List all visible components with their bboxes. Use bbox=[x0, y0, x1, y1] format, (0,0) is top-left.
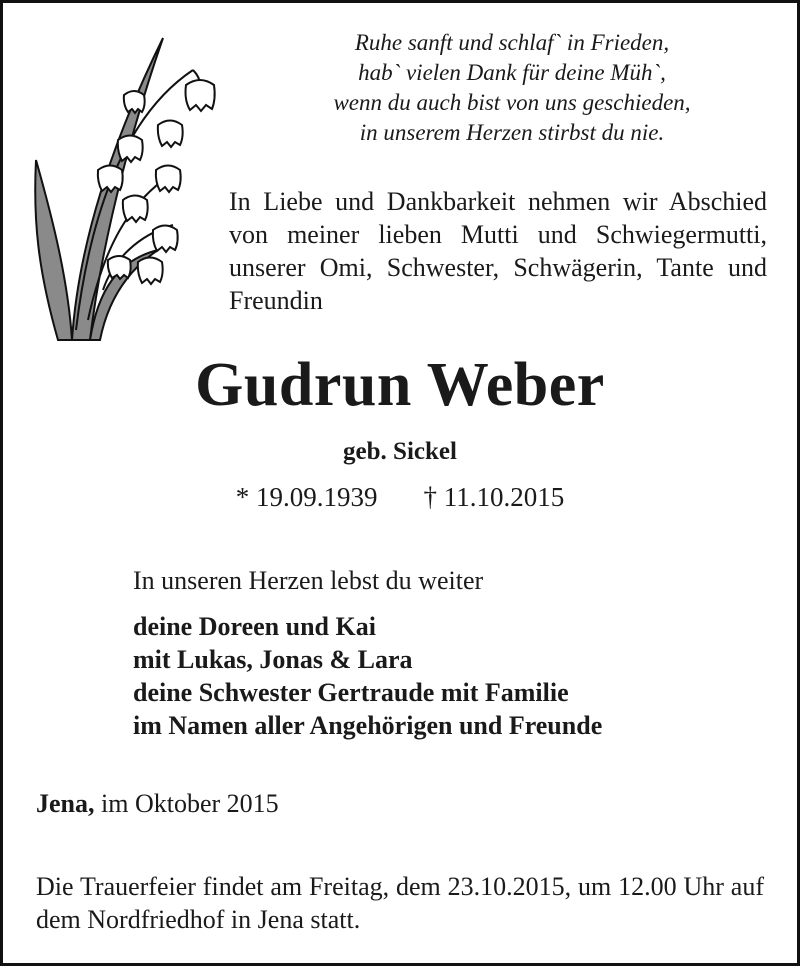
poem-line: in unserem Herzen stirbst du nie. bbox=[359, 120, 665, 145]
mourners-list bbox=[133, 610, 602, 742]
lily-of-the-valley-icon bbox=[28, 30, 228, 350]
intro-text: In Liebe und Dankbarkeit nehmen wir Abschied von meiner lieben Mutti und Schwiegermutti, unserer Omi, Schwester, Schwägerin, Tante und Freundin bbox=[229, 187, 767, 315]
death-date: † 11.10.2015 bbox=[423, 482, 565, 512]
mourner-line: mit Lukas, Jonas & Lara bbox=[133, 645, 413, 674]
place-city: Jena, bbox=[36, 789, 95, 818]
poem-line: hab` vielen Dank für deine Müh`, bbox=[358, 60, 666, 85]
poem bbox=[262, 28, 762, 148]
birth-date: * 19.09.1939 bbox=[235, 482, 378, 512]
mourner-line: deine Schwester Gertraude mit Familie bbox=[133, 678, 569, 707]
mourner-line: im Namen aller Angehörigen und Freunde bbox=[133, 711, 603, 740]
remembrance-line: In unseren Herzen lebst du weiter bbox=[133, 566, 484, 595]
deceased-name: Gudrun Weber bbox=[195, 351, 605, 419]
poem-line: wenn du auch bist von uns geschieden, bbox=[333, 90, 691, 115]
mourner-line: deine Doreen und Kai bbox=[133, 612, 376, 641]
life-dates bbox=[0, 482, 800, 513]
place-month: im Oktober 2015 bbox=[94, 789, 279, 818]
poem-line: Ruhe sanft und schlaf` in Frieden, bbox=[354, 30, 670, 55]
funeral-notice: Die Trauerfeier findet am Freitag, dem 23.10.2015, um 12.00 Uhr auf dem Nordfriedhof in Jena statt. bbox=[36, 872, 764, 934]
birth-name: geb. Sickel bbox=[343, 438, 457, 465]
place-date bbox=[36, 789, 279, 819]
